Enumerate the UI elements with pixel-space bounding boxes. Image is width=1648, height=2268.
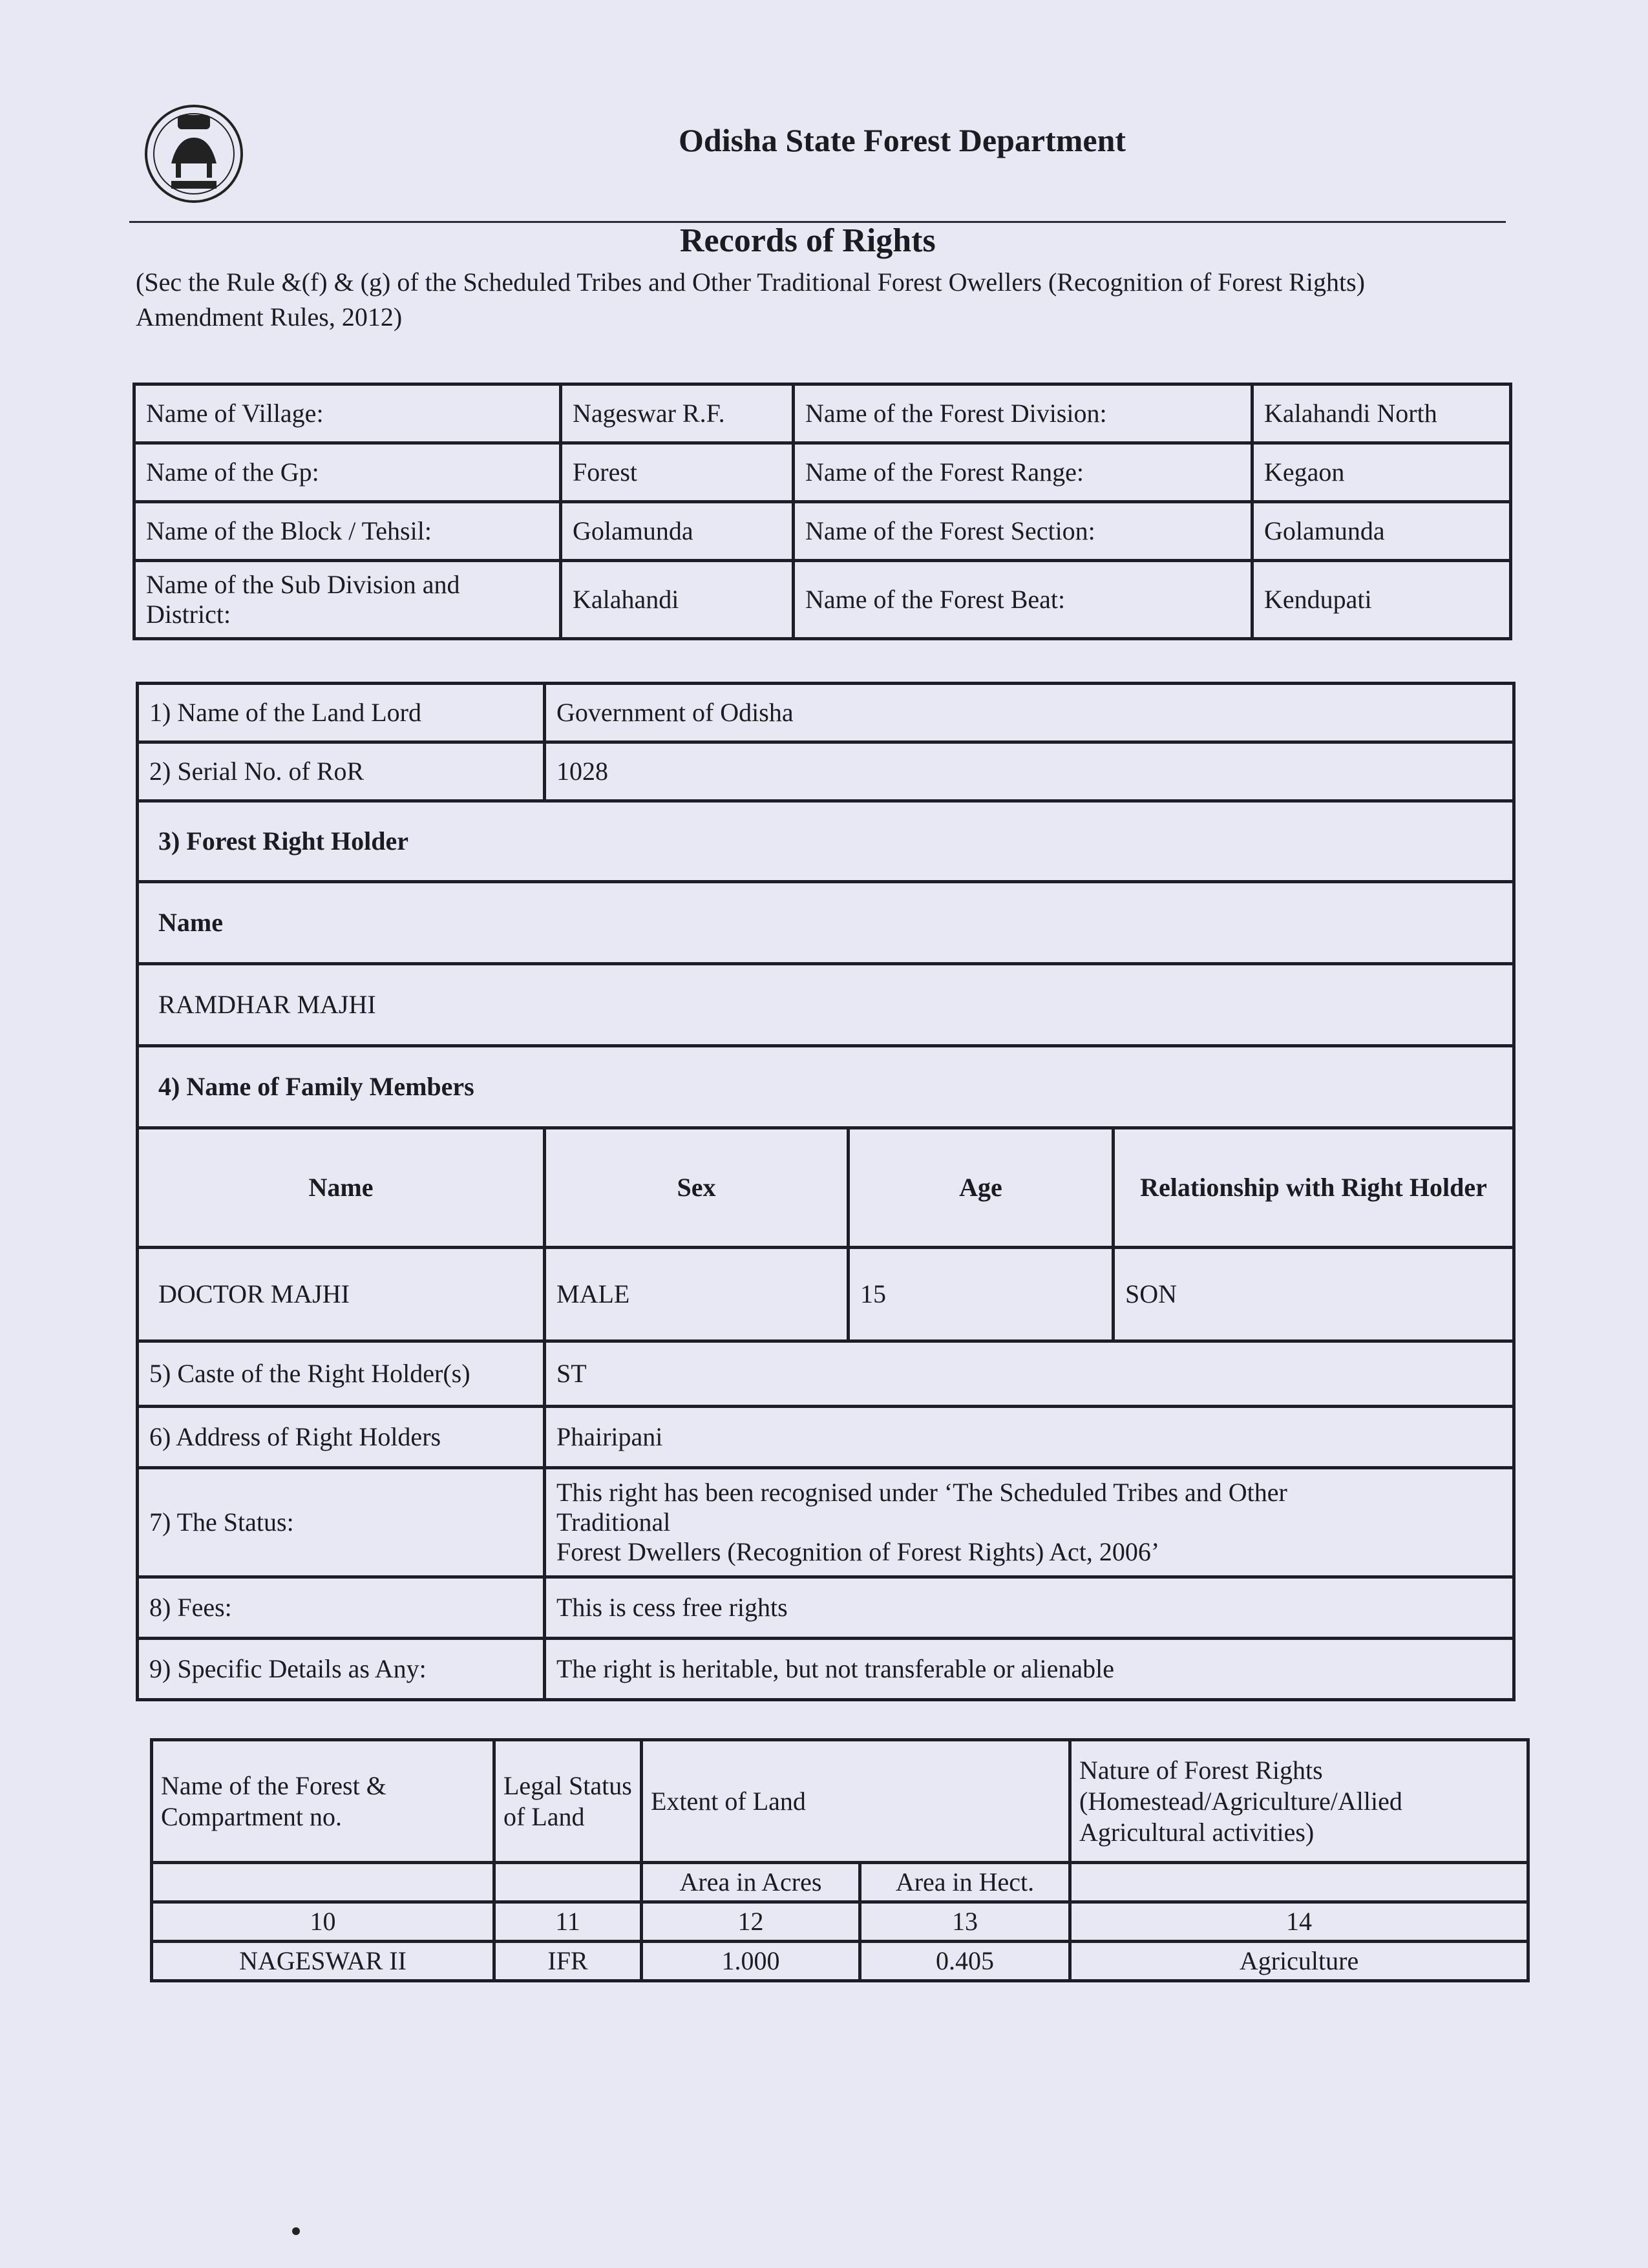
address-label: 6) Address of Right Holders bbox=[138, 1407, 545, 1468]
family-col-age: Age bbox=[849, 1128, 1114, 1248]
family-member-age: 15 bbox=[849, 1248, 1114, 1341]
table-row bbox=[152, 1902, 1528, 1942]
table-row bbox=[152, 1863, 1528, 1902]
table-row bbox=[134, 443, 1511, 502]
sub-area-hect: Area in Hect. bbox=[860, 1863, 1070, 1902]
forest-beat-value: Kendupati bbox=[1252, 561, 1511, 639]
serial-value: 1028 bbox=[545, 742, 1514, 801]
col-number: 13 bbox=[860, 1902, 1070, 1942]
table-row bbox=[138, 1046, 1514, 1128]
forest-right-holder-heading: 3) Forest Right Holder bbox=[138, 801, 1514, 882]
table-row bbox=[138, 801, 1514, 882]
family-col-sex: Sex bbox=[545, 1128, 849, 1248]
address-value: Phairipani bbox=[545, 1407, 1514, 1468]
col-forest-compartment: Name of the Forest & Compartment no. bbox=[152, 1740, 494, 1863]
status-value bbox=[545, 1468, 1514, 1577]
gp-label: Name of the Gp: bbox=[134, 443, 561, 502]
table-row bbox=[138, 684, 1514, 742]
col-nature-of-rights: Nature of Forest Rights (Homestead/Agriculture/Allied Agricultural activities) bbox=[1070, 1740, 1528, 1863]
holder-name-heading: Name bbox=[138, 882, 1514, 964]
fees-value: This is cess free rights bbox=[545, 1577, 1514, 1639]
status-label: 7) The Status: bbox=[138, 1468, 545, 1577]
location-table bbox=[132, 383, 1512, 640]
col-number: 11 bbox=[494, 1902, 642, 1942]
table-row bbox=[134, 561, 1511, 639]
family-member-name: DOCTOR MAJHI bbox=[138, 1248, 545, 1341]
village-value: Nageswar R.F. bbox=[561, 384, 794, 443]
table-row bbox=[138, 1468, 1514, 1577]
table-row bbox=[134, 384, 1511, 443]
subdivision-value: Kalahandi bbox=[561, 561, 794, 639]
specific-details-value: The right is heritable, but not transferable or alienable bbox=[545, 1639, 1514, 1700]
status-line: Traditional bbox=[556, 1507, 671, 1537]
serial-label: 2) Serial No. of RoR bbox=[138, 742, 545, 801]
document-title: Records of Rights bbox=[680, 222, 936, 259]
table-row bbox=[134, 502, 1511, 561]
land-table bbox=[150, 1738, 1530, 1982]
caste-label: 5) Caste of the Right Holder(s) bbox=[138, 1341, 545, 1407]
block-label: Name of the Block / Tehsil: bbox=[134, 502, 561, 561]
forest-compartment-value: NAGESWAR II bbox=[152, 1942, 494, 1981]
table-row bbox=[152, 1942, 1528, 1981]
table-row bbox=[138, 1639, 1514, 1700]
nature-of-rights-value: Agriculture bbox=[1070, 1942, 1528, 1981]
table-row bbox=[138, 1248, 1514, 1341]
family-members-heading: 4) Name of Family Members bbox=[138, 1046, 1514, 1128]
record-table bbox=[136, 682, 1516, 1701]
forest-division-value: Kalahandi North bbox=[1252, 384, 1511, 443]
fees-label: 8) Fees: bbox=[138, 1577, 545, 1639]
forest-range-value: Kegaon bbox=[1252, 443, 1511, 502]
table-row bbox=[152, 1740, 1528, 1863]
family-col-name: Name bbox=[138, 1128, 545, 1248]
block-value: Golamunda bbox=[561, 502, 794, 561]
department-title: Odisha State Forest Department bbox=[679, 122, 1126, 158]
forest-beat-label: Name of the Forest Beat: bbox=[794, 561, 1252, 639]
table-row bbox=[138, 1128, 1514, 1248]
family-member-relationship: SON bbox=[1114, 1248, 1514, 1341]
subdivision-label: Name of the Sub Division and District: bbox=[134, 561, 561, 639]
forest-section-value: Golamunda bbox=[1252, 502, 1511, 561]
sub-area-acres: Area in Acres bbox=[642, 1863, 860, 1902]
col-number: 14 bbox=[1070, 1902, 1528, 1942]
legal-status-value: IFR bbox=[494, 1942, 642, 1981]
table-row bbox=[138, 882, 1514, 964]
table-row bbox=[138, 1341, 1514, 1407]
forest-section-label: Name of the Forest Section: bbox=[794, 502, 1252, 561]
area-acres-value: 1.000 bbox=[642, 1942, 860, 1981]
family-member-sex: MALE bbox=[545, 1248, 849, 1341]
document-subtitle: (Sec the Rule &(f) & (g) of the Scheduled Tribes and Other Traditional Forest Owellers (Recognition of Forest Rights) Amendment Rules, 2012) bbox=[136, 268, 1365, 331]
landlord-label: 1) Name of the Land Lord bbox=[138, 684, 545, 742]
landlord-value: Government of Odisha bbox=[545, 684, 1514, 742]
village-label: Name of Village: bbox=[134, 384, 561, 443]
table-row bbox=[138, 1577, 1514, 1639]
status-line: This right has been recognised under ‘The Scheduled Tribes and Other bbox=[556, 1478, 1287, 1507]
area-hect-value: 0.405 bbox=[860, 1942, 1070, 1981]
empty-cell bbox=[1070, 1863, 1528, 1902]
empty-cell bbox=[152, 1863, 494, 1902]
family-col-relationship: Relationship with Right Holder bbox=[1114, 1128, 1514, 1248]
forest-range-label: Name of the Forest Range: bbox=[794, 443, 1252, 502]
holder-name-value: RAMDHAR MAJHI bbox=[138, 964, 1514, 1046]
col-number: 10 bbox=[152, 1902, 494, 1942]
table-row bbox=[138, 1407, 1514, 1468]
col-extent-of-land: Extent of Land bbox=[642, 1740, 1070, 1863]
caste-value: ST bbox=[545, 1341, 1514, 1407]
odisha-emblem-icon bbox=[142, 96, 246, 212]
forest-division-label: Name of the Forest Division: bbox=[794, 384, 1252, 443]
col-number: 12 bbox=[642, 1902, 860, 1942]
table-row bbox=[138, 742, 1514, 801]
specific-details-label: 9) Specific Details as Any: bbox=[138, 1639, 545, 1700]
empty-cell bbox=[494, 1863, 642, 1902]
col-legal-status: Legal Status of Land bbox=[494, 1740, 642, 1863]
table-row bbox=[138, 964, 1514, 1046]
gp-value: Forest bbox=[561, 443, 794, 502]
ink-dot bbox=[292, 2227, 300, 2235]
status-line: Forest Dwellers (Recognition of Forest Rights) Act, 2006’ bbox=[556, 1537, 1160, 1566]
